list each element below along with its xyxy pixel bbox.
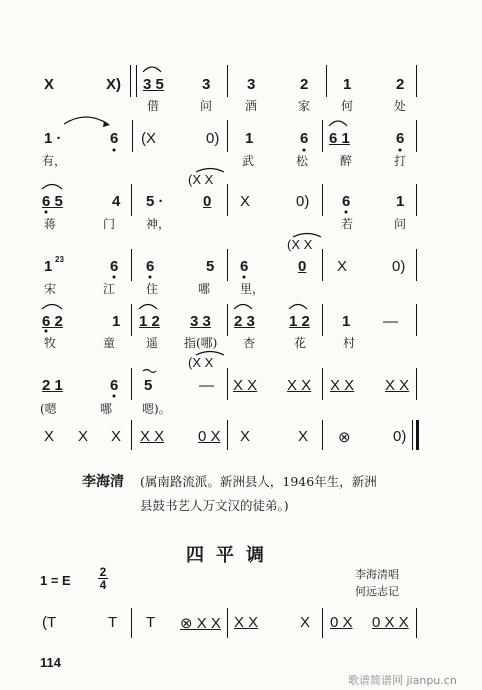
note: 3 (247, 76, 256, 93)
key-signature: 1 = E (40, 573, 71, 588)
lyric: 何 (341, 99, 354, 113)
lyric: 松 (296, 154, 309, 168)
lyric: 蒋 (44, 217, 57, 231)
lyric: 处 (394, 99, 407, 113)
note: 2 3 (234, 313, 255, 330)
lyric: (嗯 (40, 402, 57, 416)
grace-note: 23 (55, 255, 64, 264)
note: 2 1 (42, 377, 63, 394)
note: 1 (343, 76, 352, 93)
section-title: 四平调 (186, 545, 276, 566)
low-octave-dot (113, 149, 116, 152)
slur (196, 352, 224, 356)
note: X X (140, 428, 165, 445)
note: 6 (110, 258, 119, 275)
note: X (44, 428, 55, 445)
lyric: 宋 (44, 282, 57, 296)
note: — (383, 313, 398, 330)
note: T (146, 614, 156, 631)
slur (234, 305, 252, 310)
low-octave-dot (303, 149, 306, 152)
note: (T (42, 614, 57, 631)
lyric: 打 (394, 154, 407, 168)
note: X (337, 258, 348, 275)
time-signature (98, 566, 108, 591)
note: 4 (112, 193, 121, 210)
note: 6 2 (42, 313, 63, 330)
lyric: 里， (240, 282, 265, 296)
note: T (108, 614, 118, 631)
note: 0 (203, 193, 212, 210)
note: 0 X (330, 614, 353, 631)
lyric: 杏 (243, 336, 256, 350)
upper-note: (X X (287, 237, 313, 252)
note: 6 (240, 258, 249, 275)
watermark: 歌谱简谱网 jianpu.cn (348, 674, 457, 687)
lyric: 武 (242, 154, 255, 168)
note: X X (330, 377, 355, 394)
note: (X (141, 130, 156, 147)
slur (329, 121, 347, 126)
note: 1 2 (289, 313, 310, 330)
page-number: 114 (40, 655, 61, 670)
low-octave-dot (399, 149, 402, 152)
note: X) (106, 76, 121, 93)
lyric: 牧 (44, 336, 57, 350)
low-octave-dot (45, 330, 48, 333)
note: 3 5 (143, 76, 164, 93)
singer-credit: 李海清唱 (355, 568, 399, 581)
low-octave-dot (113, 276, 116, 279)
upper-note: (X X (188, 355, 214, 370)
note: 1 (44, 258, 53, 275)
note: 3 3 (190, 313, 211, 330)
lyric: 村 (343, 336, 356, 350)
note: 0 (298, 258, 307, 275)
low-octave-dot (345, 211, 348, 214)
note: 2 (396, 76, 405, 93)
note: 1 (396, 193, 405, 210)
note: X (240, 428, 251, 445)
performer-name: 李海清 (82, 474, 124, 490)
trill-mark (143, 370, 156, 373)
note: ⊗ X X (180, 615, 221, 632)
upper-note: (X X (188, 172, 214, 187)
lyric: 醉 (340, 154, 353, 168)
lyric: 童 (103, 336, 116, 350)
low-octave-dot (243, 276, 246, 279)
lyric: 哪 (198, 282, 211, 296)
lyric: 江 (103, 282, 116, 296)
time-top: 2 (99, 565, 107, 579)
lyric: 哪 (100, 402, 113, 416)
slur (293, 234, 321, 238)
low-octave-dot (113, 395, 116, 398)
low-octave-dot (149, 276, 152, 279)
note: 0) (296, 193, 310, 210)
note: 6 (110, 377, 119, 394)
lyric: 酒 (245, 99, 258, 113)
note: 6 (300, 130, 309, 147)
slur (196, 169, 224, 173)
note: 6 (110, 130, 119, 147)
slur (42, 305, 62, 310)
arrow-head (103, 121, 110, 127)
note: 0) (393, 428, 407, 445)
note: X X (385, 377, 410, 394)
note: ⊗ (338, 429, 351, 446)
note: 5 (206, 258, 215, 275)
note: X (240, 193, 251, 210)
tie-arrow (64, 117, 108, 124)
note: X X (287, 377, 312, 394)
note: 1 2 (139, 313, 160, 330)
lyric: 问 (200, 99, 213, 113)
note: 3 (202, 76, 211, 93)
low-octave-dot (45, 211, 48, 214)
lyric: 嗯)。 (142, 402, 171, 416)
recorder-credit: 何远志记 (355, 585, 399, 598)
note: 1 (112, 313, 121, 330)
lyric: 有， (42, 154, 67, 168)
note: 1 (342, 313, 351, 330)
slur (42, 185, 62, 190)
note: X (78, 428, 89, 445)
note: 6 (146, 258, 155, 275)
note: X X (233, 377, 258, 394)
note: X (44, 76, 55, 93)
note: X (111, 428, 122, 445)
note: X (300, 614, 311, 631)
note: 0 X (198, 428, 221, 445)
lyric: 花 (294, 336, 307, 350)
bio-line-2: 县鼓书艺人万文汉的徒弟。) (140, 498, 289, 513)
lyric: 遥 (146, 336, 159, 350)
note: 6 (396, 130, 405, 147)
note: X X (234, 614, 259, 631)
slur (139, 305, 157, 310)
lyric: 门 (103, 217, 116, 231)
note: 1 · (44, 130, 62, 147)
note: 6 5 (42, 193, 63, 210)
note: 5 · (146, 193, 164, 210)
lyric: 指(哪) (184, 336, 218, 350)
lyric: 神， (146, 217, 171, 231)
note: — (199, 377, 214, 394)
slur (289, 305, 307, 310)
slur (143, 67, 161, 72)
note: 1 (245, 130, 254, 147)
note: 6 1 (329, 130, 350, 147)
note: 2 (300, 76, 309, 93)
note: 5 (144, 377, 153, 394)
note: 0) (392, 258, 406, 275)
lyric: 问 (394, 217, 407, 231)
lyric: 若 (341, 217, 354, 231)
note: 0) (206, 130, 220, 147)
note: 6 (342, 193, 351, 210)
note: X (298, 428, 309, 445)
time-bottom: 4 (99, 578, 107, 592)
bio-line-1: (属南路流派。新洲县人，1946年生，新洲 (140, 474, 377, 489)
note: 0 X X (372, 614, 409, 631)
lyric: 借 (147, 99, 160, 113)
lyric: 家 (298, 99, 311, 113)
lyric: 住 (146, 282, 159, 296)
